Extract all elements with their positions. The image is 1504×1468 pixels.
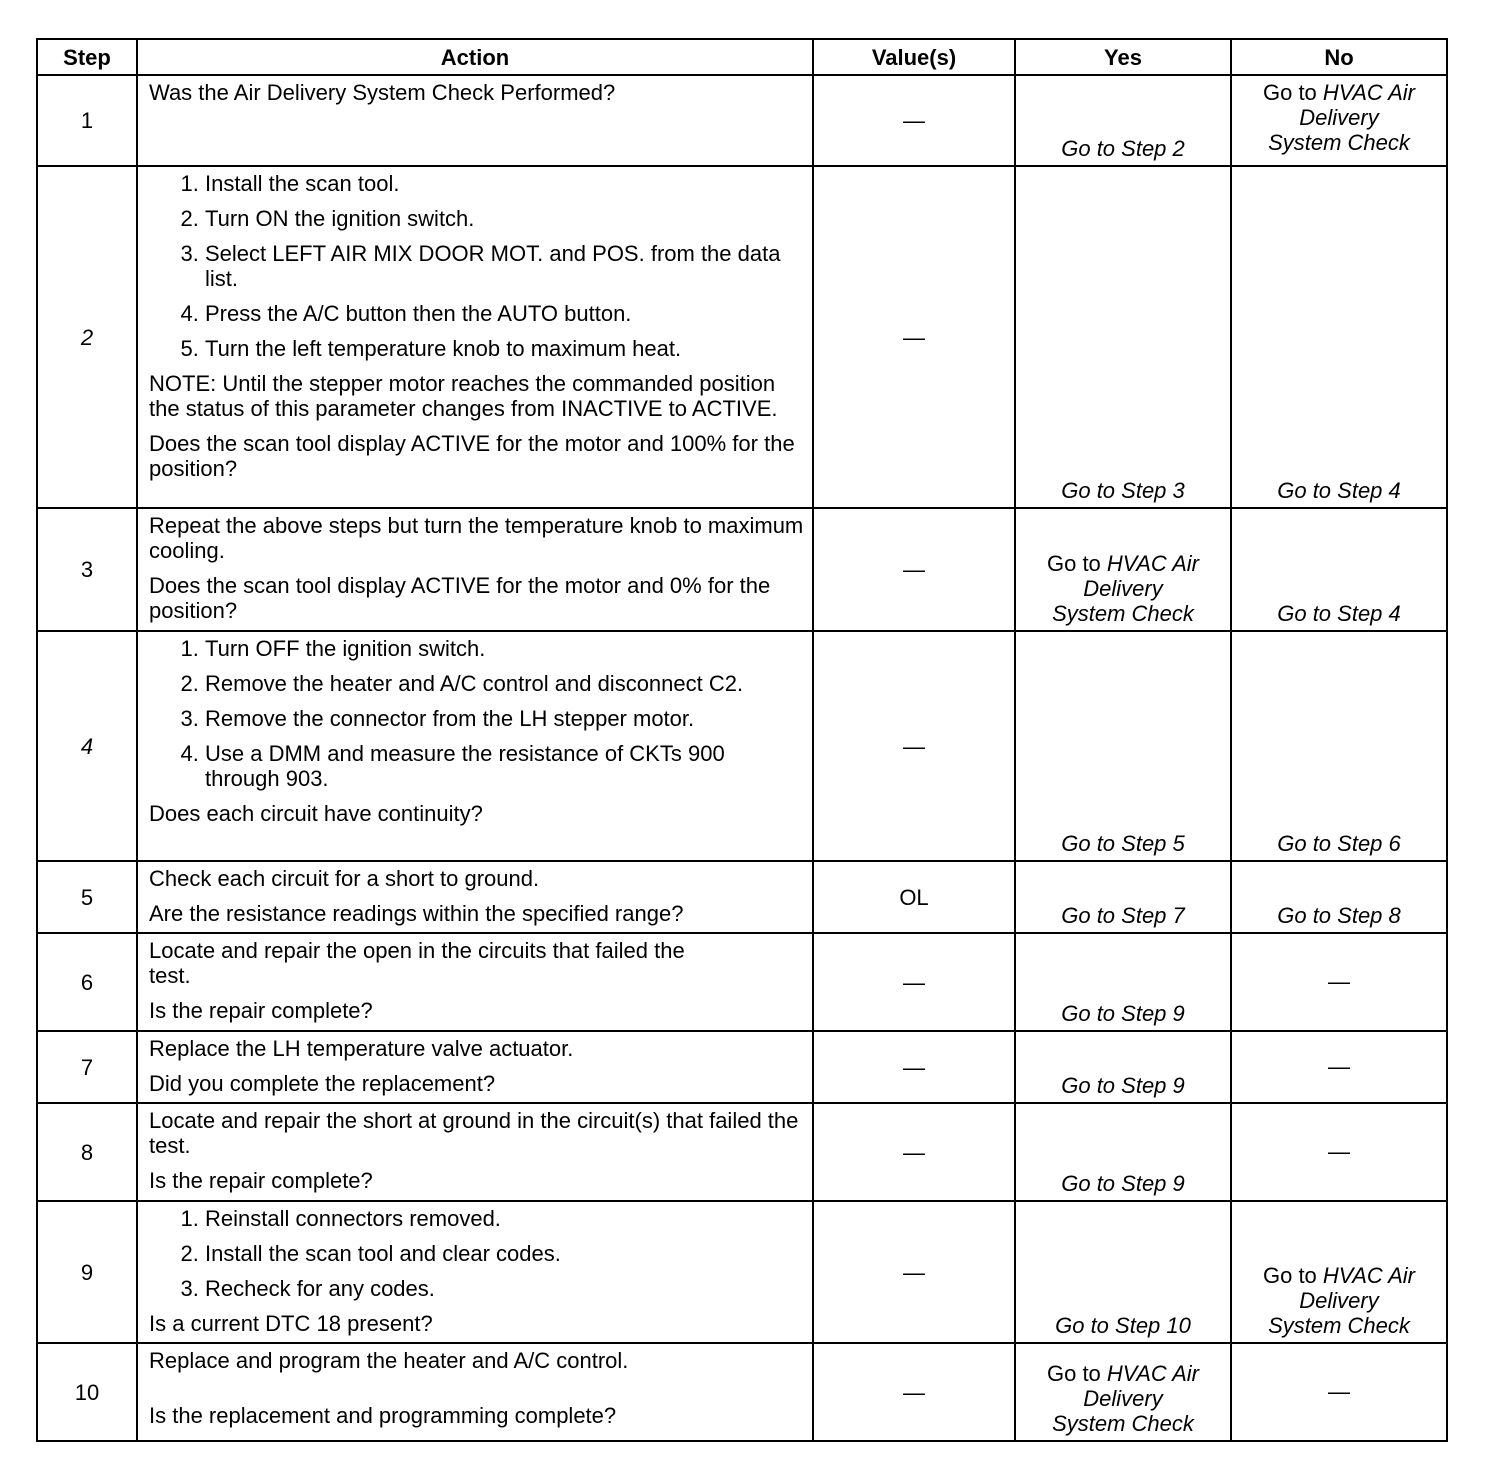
value-dash: — xyxy=(903,733,925,759)
step-number: 5 xyxy=(37,861,137,933)
value-dash: — xyxy=(903,1139,925,1165)
no-dash: — xyxy=(1328,969,1350,994)
action-step: 4. Use a DMM and measure the resistance of CKTs 900 through 903. xyxy=(205,741,804,791)
step-number: 1 xyxy=(37,75,137,166)
no-cell xyxy=(1231,1201,1447,1343)
action-step: 5. Turn the left temperature knob to maximum heat. xyxy=(205,336,804,361)
no-cell xyxy=(1231,508,1447,631)
no-link[interactable]: HVAC Air xyxy=(1322,80,1415,105)
action-cell xyxy=(137,1103,813,1201)
action-cell xyxy=(137,1031,813,1103)
table-row xyxy=(37,508,1447,631)
no-cell xyxy=(1231,75,1447,166)
table-row xyxy=(37,1343,1447,1441)
yes-link[interactable]: Go to Step 9 xyxy=(1061,1073,1185,1098)
yes-cell xyxy=(1015,1031,1231,1103)
no-cell xyxy=(1231,1343,1447,1441)
no-cell xyxy=(1231,631,1447,861)
yes-link[interactable]: HVAC Air xyxy=(1106,551,1199,576)
no-cell xyxy=(1231,1031,1447,1103)
no-link-line3[interactable]: System Check xyxy=(1268,1313,1410,1338)
value-dash: — xyxy=(903,1259,925,1285)
value-dash: — xyxy=(903,1054,925,1080)
value-dash: — xyxy=(903,1379,925,1405)
action-cell xyxy=(137,508,813,631)
value-cell xyxy=(813,1031,1015,1103)
action-note: NOTE: Until the stepper motor reaches the commanded position the status of this parameter changes from INACTIVE to ACTIVE. xyxy=(149,371,778,421)
action-question: Is a current DTC 18 present? xyxy=(149,1311,433,1336)
action-cell xyxy=(137,631,813,861)
step-number: 6 xyxy=(37,933,137,1031)
value-cell xyxy=(813,166,1015,508)
no-link[interactable]: Go to Step 8 xyxy=(1277,903,1401,928)
value-cell xyxy=(813,1201,1015,1343)
value-dash: — xyxy=(903,324,925,350)
action-cell xyxy=(137,1201,813,1343)
action-question: Did you complete the replacement? xyxy=(149,1071,496,1096)
yes-link[interactable]: Go to Step 5 xyxy=(1061,831,1185,856)
header-action: Action xyxy=(137,39,813,75)
table-row xyxy=(37,1103,1447,1201)
step-number: 8 xyxy=(37,1103,137,1201)
action-step: 2. Remove the heater and A/C control and disconnect C2. xyxy=(205,671,804,696)
no-cell xyxy=(1231,933,1447,1031)
action-cell xyxy=(137,75,813,166)
diagnostic-table xyxy=(36,38,1448,1442)
no-prefix: Go to xyxy=(1262,80,1323,105)
no-link[interactable]: Go to Step 6 xyxy=(1277,831,1401,856)
no-dash: — xyxy=(1328,1379,1350,1404)
action-text: Replace the LH temperature valve actuator. xyxy=(149,1036,574,1061)
action-text: Check each circuit for a short to ground. xyxy=(149,866,540,891)
table-row xyxy=(37,1201,1447,1343)
action-step: 3. Recheck for any codes. xyxy=(205,1276,804,1301)
yes-cell xyxy=(1015,508,1231,631)
yes-link[interactable]: Go to Step 2 xyxy=(1061,136,1185,161)
value-cell xyxy=(813,861,1015,933)
action-cell xyxy=(137,166,813,508)
yes-cell xyxy=(1015,861,1231,933)
yes-link[interactable]: Go to Step 3 xyxy=(1061,478,1185,503)
yes-cell xyxy=(1015,1103,1231,1201)
value-dash: — xyxy=(903,557,925,582)
header-yes: Yes xyxy=(1015,39,1231,75)
action-text: Locate and repair the open in the circuits that failed the test. xyxy=(149,938,685,988)
action-question: Are the resistance readings within the specified range? xyxy=(149,901,684,926)
action-text: Was the Air Delivery System Check Performed? xyxy=(149,80,616,105)
step-number: 2 xyxy=(37,166,137,508)
yes-link[interactable]: Go to Step 9 xyxy=(1061,1171,1185,1196)
action-step: 3. Select LEFT AIR MIX DOOR MOT. and POS. from the data list. xyxy=(205,241,804,291)
no-dash: — xyxy=(1328,1054,1350,1079)
yes-link[interactable]: Go to Step 10 xyxy=(1055,1313,1191,1338)
action-text: Locate and repair the short at ground in the circuit(s) that failed the test. xyxy=(149,1108,799,1158)
header-row xyxy=(37,39,1447,75)
table-row xyxy=(37,933,1447,1031)
yes-link[interactable]: Go to Step 9 xyxy=(1061,1001,1185,1026)
table-row xyxy=(37,75,1447,166)
step-number: 3 xyxy=(37,508,137,631)
step-number: 9 xyxy=(37,1201,137,1343)
no-cell xyxy=(1231,1103,1447,1201)
action-steps xyxy=(149,171,804,361)
yes-link-line2[interactable]: Delivery xyxy=(1083,576,1163,601)
yes-prefix: Go to xyxy=(1046,1361,1107,1386)
table-row xyxy=(37,861,1447,933)
action-question: Does the scan tool display ACTIVE for the motor and 100% for the position? xyxy=(149,431,795,481)
yes-cell xyxy=(1015,631,1231,861)
yes-link-line3[interactable]: System Check xyxy=(1052,601,1194,626)
value-cell xyxy=(813,1343,1015,1441)
no-link-line3[interactable]: System Check xyxy=(1268,130,1410,155)
value-cell xyxy=(813,1103,1015,1201)
action-cell xyxy=(137,933,813,1031)
yes-cell xyxy=(1015,933,1231,1031)
action-step: 1. Reinstall connectors removed. xyxy=(205,1206,804,1231)
yes-prefix: Go to xyxy=(1046,551,1107,576)
no-link-line2[interactable]: Delivery xyxy=(1299,105,1379,130)
action-text: Replace and program the heater and A/C control. xyxy=(149,1348,629,1373)
no-cell xyxy=(1231,861,1447,933)
action-step: 1. Install the scan tool. xyxy=(205,171,804,196)
no-dash: — xyxy=(1328,1139,1350,1164)
header-no: No xyxy=(1231,39,1447,75)
action-question: Is the repair complete? xyxy=(149,998,373,1023)
action-steps xyxy=(149,1206,804,1301)
yes-cell xyxy=(1015,1343,1231,1441)
header-values: Value(s) xyxy=(813,39,1015,75)
no-link[interactable]: Go to Step 4 xyxy=(1277,601,1401,626)
action-cell xyxy=(137,1343,813,1441)
action-question: Is the replacement and programming complete? xyxy=(149,1403,617,1428)
table-row xyxy=(37,166,1447,508)
step-number: 4 xyxy=(37,631,137,861)
value-text: OL xyxy=(899,884,929,910)
action-step: 3. Remove the connector from the LH stepper motor. xyxy=(205,706,804,731)
yes-cell xyxy=(1015,166,1231,508)
yes-cell xyxy=(1015,75,1231,166)
action-question: Does each circuit have continuity? xyxy=(149,801,483,826)
no-cell xyxy=(1231,166,1447,508)
header-step: Step xyxy=(37,39,137,75)
no-link-line2[interactable]: Delivery xyxy=(1299,1288,1379,1313)
action-step: 2. Turn ON the ignition switch. xyxy=(205,206,804,231)
action-cell xyxy=(137,861,813,933)
no-link[interactable]: Go to Step 4 xyxy=(1277,478,1401,503)
yes-link-line3[interactable]: System Check xyxy=(1052,1411,1194,1436)
action-step: 1. Turn OFF the ignition switch. xyxy=(205,636,804,661)
value-dash: — xyxy=(903,108,925,133)
no-link[interactable]: HVAC Air xyxy=(1322,1263,1415,1288)
value-dash: — xyxy=(903,969,925,995)
table-row xyxy=(37,1031,1447,1103)
yes-link[interactable]: Go to Step 7 xyxy=(1061,903,1185,928)
value-cell xyxy=(813,75,1015,166)
table-row xyxy=(37,631,1447,861)
value-cell xyxy=(813,508,1015,631)
action-steps xyxy=(149,636,804,791)
action-step: 4. Press the A/C button then the AUTO button. xyxy=(205,301,804,326)
no-prefix: Go to xyxy=(1262,1263,1323,1288)
value-cell xyxy=(813,631,1015,861)
value-cell xyxy=(813,933,1015,1031)
action-question: Does the scan tool display ACTIVE for the motor and 0% for the position? xyxy=(149,573,771,623)
step-number: 10 xyxy=(37,1343,137,1441)
yes-cell xyxy=(1015,1201,1231,1343)
step-number: 7 xyxy=(37,1031,137,1103)
yes-link-line2[interactable]: Delivery xyxy=(1083,1386,1163,1411)
yes-link[interactable]: HVAC Air xyxy=(1106,1361,1199,1386)
action-question: Is the repair complete? xyxy=(149,1168,373,1193)
action-step: 2. Install the scan tool and clear codes. xyxy=(205,1241,804,1266)
action-text: Repeat the above steps but turn the temperature knob to maximum cooling. xyxy=(149,513,804,563)
